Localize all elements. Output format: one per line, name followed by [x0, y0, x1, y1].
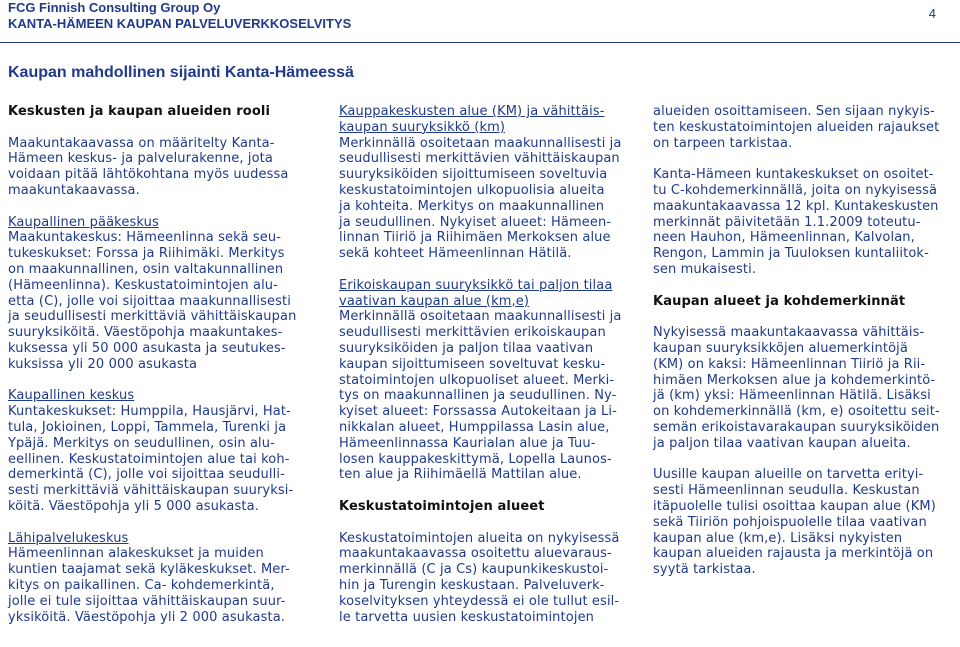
text-line: losen kauppakeskittymä, Lopella Launos-: [339, 451, 612, 467]
text-line: etta (C), jolle voi sijoittaa maakunnallisesti: [8, 293, 291, 309]
text-line: keskustatoimintojen ulkopuolisia alueita: [339, 182, 605, 198]
subheading-kauppakeskusten-alue: [339, 104, 639, 136]
text-line: ja seudullisesti merkittäviä vähittäiskaupan: [8, 309, 297, 325]
company-name: FCG Finnish Consulting Group Oy: [8, 0, 221, 15]
text-line: yksiköitä. Väestöpohja yli 2 000 asukasta.: [8, 609, 286, 625]
text-line: köitä. Väestöpohja yli 5 000 asukasta.: [8, 498, 259, 514]
text-line: Hämeen keskus- ja palvelurakenne, jota: [8, 151, 273, 167]
header-divider: [0, 42, 960, 43]
text-line: seudullisesti merkittävien erikoiskaupan: [339, 325, 606, 341]
text-line: jolle ei tule sijoittaa vähittäiskaupan suur-: [8, 593, 286, 609]
paragraph: [339, 136, 639, 262]
text-line: kitys on paikallinen. Ca- kohdemerkintä,: [8, 577, 275, 593]
paragraph: [653, 167, 956, 278]
subheading-kaupallinen-keskus: Kaupallinen keskus: [8, 388, 135, 404]
text-line: eellinen. Keskustatoimintojen alue tai koh-: [8, 451, 290, 467]
text-line: nikkalan alueet, Humppilassa Lasin alue,: [339, 419, 610, 435]
report-title: KANTA-HÄMEEN KAUPAN PALVELUVERKKOSELVITYS: [8, 16, 352, 31]
paragraph: [8, 404, 310, 515]
text-line: on maakunnallinen, osin valtakunnallinen: [8, 261, 284, 277]
text-line: alueiden osoittamiseen. Sen sijaan nykyis-: [653, 104, 935, 119]
text-line: Kauppakeskusten alue (KM) ja vähittäis-: [339, 104, 605, 119]
text-line: maakuntakaavassa.: [8, 182, 140, 198]
text-line: himäen Merkoksen alue ja kohdemerkintö-: [653, 372, 936, 388]
text-line: Rengon, Lammin ja Tuuloksen kuntaliitok-: [653, 246, 929, 262]
paragraph: [339, 309, 639, 483]
text-line: Maakuntakaavassa on määritelty Kanta-: [8, 135, 275, 151]
text-line: Keskustatoimintojen alueita on nykyisessä: [339, 530, 620, 546]
text-line: kuksissa yli 20 000 asukasta: [8, 356, 198, 372]
text-line: Merkinnällä osoitetaan maakunnallisesti ja: [339, 135, 622, 151]
text-line: Uusille kaupan alueille on tarvetta erityi-: [653, 467, 924, 483]
text-line: Merkinnällä osoitetaan maakunnallisesti ja: [339, 309, 622, 325]
text-line: kaupan suuryksikköjen aluemerkintöjä: [653, 340, 908, 356]
text-line: suuryksiköiden ja paljon tilaa vaativan: [339, 340, 594, 356]
text-line: statoimintojen ulkopuoliset alueet. Merki-: [339, 372, 615, 388]
text-line: maakuntakaavassa 12 kpl. Kuntakeskusten: [653, 198, 939, 214]
text-line: Erikoiskaupan suuryksikkö tai paljon tilaa: [339, 277, 613, 293]
text-line: Kuntakeskukset: Humppila, Hausjärvi, Hat-: [8, 404, 291, 420]
text-line: kuntien taajamat sekä kyläkeskukset. Mer-: [8, 562, 290, 578]
column-1: [8, 104, 310, 625]
section-heading: Keskusten ja kaupan alueiden rooli: [8, 104, 271, 119]
page-number: 4: [928, 6, 936, 21]
text-line: sen mukaisesti.: [653, 261, 757, 277]
text-line: Maakuntakeskus: Hämeenlinna sekä seu-: [8, 230, 282, 246]
column-2: [339, 104, 639, 625]
paragraph: [8, 136, 310, 199]
text-line: suuryksiköiden sijoittumiseen soveltuvia: [339, 167, 608, 183]
paragraph: [653, 104, 956, 151]
text-line: Hämeenlinnassa Kaurialan alue ja Tuu-: [339, 435, 596, 451]
text-line: Ypäjä. Merkitys on seudullinen, osin alu-: [8, 435, 275, 451]
paragraph: [8, 230, 310, 372]
text-line: on tarpeen tarkistaa.: [653, 135, 793, 151]
page-title: Kaupan mahdollinen sijainti Kanta-Hämeessä: [8, 64, 354, 81]
text-line: suuryksiköitä. Väestöpohja maakuntakes-: [8, 325, 283, 341]
text-line: demerkintä (C), jolle voi sijoittaa seudulli-: [8, 467, 285, 483]
text-line: le tarvetta uusien keskustatoimintojen: [339, 609, 595, 625]
text-line: itäpuolelle tulisi osoittaa kaupan alue (KM): [653, 498, 936, 514]
text-line: sesti Hämeenlinnan seudulla. Keskustan: [653, 483, 920, 499]
text-line: kyiset alueet: Forssassa Autokeitaan ja Li-: [339, 404, 617, 420]
subheading-paakeskus: Kaupallinen pääkeskus: [8, 214, 159, 230]
text-line: koselvityksen yhteydessä ei ole tullut esil-: [339, 593, 620, 609]
text-line: tys on maakunnallinen ja seudullinen. Ny-: [339, 388, 617, 404]
text-line: neen Hauhon, Hämeenlinnan, Kalvolan,: [653, 230, 915, 246]
text-line: ja paljon tilaa vaativan kaupan alueita.: [653, 435, 911, 451]
text-line: merkinnät päivitetään 1.1.2009 toteutu-: [653, 214, 921, 230]
paragraph: [653, 325, 956, 451]
column-3: [653, 104, 956, 578]
section-heading: Keskustatoimintojen alueet: [339, 498, 545, 514]
text-line: sekä kohteet Hämeenlinnan Hätilä.: [339, 246, 572, 262]
text-line: semän erikoistavarakaupan suuryksiköiden: [653, 419, 940, 435]
page-header: [8, 0, 351, 32]
text-line: kaupan suuryksikkö (km): [339, 119, 506, 135]
text-line: syytä tarkistaa.: [653, 562, 756, 578]
text-line: tu C-kohdemerkinnällä, joita on nykyisessä: [653, 182, 938, 198]
section-heading: Kaupan alueet ja kohdemerkinnät: [653, 293, 906, 309]
paragraph: [653, 467, 956, 578]
text-line: Hämeenlinnan alakeskukset ja muiden: [8, 546, 264, 562]
text-line: merkinnällä (C ja Cs) kaupunkikeskustoi-: [339, 562, 609, 578]
text-line: kaupan sijoittumiseen soveltuvat kesku-: [339, 356, 606, 372]
text-line: sekä Tiiriön pohjoispuolelle tilaa vaativan: [653, 514, 927, 530]
text-line: kaupan alue (km,e). Lisäksi nykyisten: [653, 530, 903, 546]
text-line: vaativan kaupan alue (km,e): [339, 293, 530, 309]
text-line: kaupan alueiden rajausta ja merkintöjä on: [653, 546, 934, 562]
text-line: tukeskukset: Forssa ja Riihimäki. Merkitys: [8, 246, 285, 262]
text-line: ten alue ja Riihimäellä Mattilan alue.: [339, 467, 582, 483]
text-line: kuksessa yli 50 000 asukasta ja seutukes-: [8, 340, 286, 356]
text-line: tula, Jokioinen, Loppi, Tammela, Turenki ja: [8, 419, 287, 435]
text-line: (KM) on kaksi: Hämeenlinnan Tiiriö ja Rii-: [653, 356, 926, 372]
paragraph: [339, 531, 639, 626]
text-line: Nykyisessä maakuntakaavassa vähittäis-: [653, 325, 925, 341]
text-line: sesti merkittäviä vähittäiskaupan suuryksi-: [8, 483, 294, 499]
text-line: hin ja Turengin keskustaan. Palveluverk-: [339, 577, 605, 593]
text-line: voidaan pitää lähtökohtana myös uudessa: [8, 167, 289, 183]
text-line: on kohdemerkinnällä (km, e) osoitettu seit-: [653, 404, 940, 420]
text-line: ja kohteita. Merkitys on maakunnallinen: [339, 198, 605, 214]
text-line: jä (km) yksi: Hämeenlinnan Hätilä. Lisäksi: [653, 388, 931, 404]
text-line: maakuntakaavassa osoitettu aluevaraus-: [339, 546, 612, 562]
text-line: linnan Tiiriö ja Riihimäen Merkoksen alue: [339, 230, 611, 246]
paragraph: [8, 546, 310, 625]
text-line: seudullisesti merkittävien vähittäiskaupan: [339, 151, 620, 167]
subheading-lahipalvelukeskus: Lähipalvelukeskus: [8, 530, 129, 546]
text-line: ja seudullinen. Nykyiset alueet: Hämeen-: [339, 214, 612, 230]
subheading-erikoiskaupan-suuryksikko: [339, 278, 639, 310]
text-line: Kanta-Hämeen kuntakeskukset on osoitet-: [653, 167, 934, 183]
text-line: (Hämeenlinna). Keskustatoimintojen alu-: [8, 277, 278, 293]
text-line: ten keskustatoimintojen alueiden rajaukset: [653, 119, 940, 135]
